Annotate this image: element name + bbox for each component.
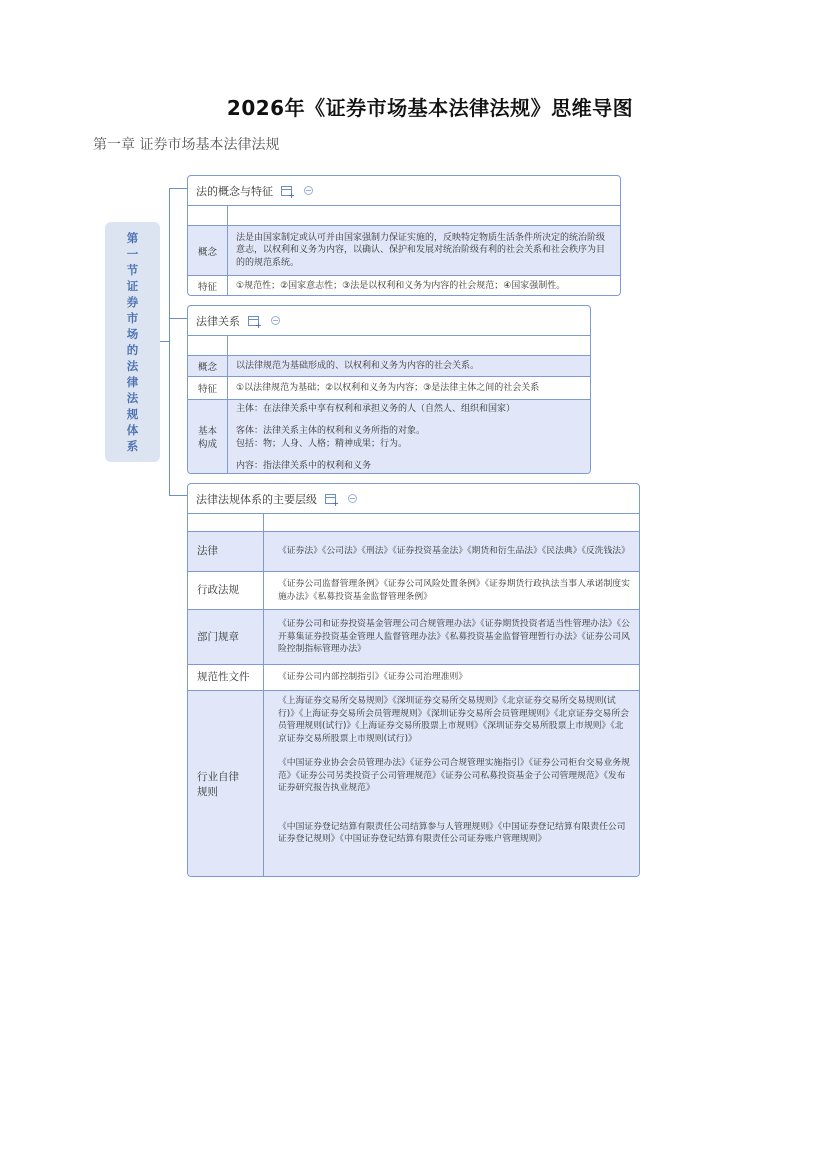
table-row: [188, 532, 639, 572]
row-label: [188, 336, 228, 355]
table-row: [188, 572, 639, 610]
collapse-icon[interactable]: [304, 186, 313, 195]
table-row: [188, 336, 590, 356]
row-value: 《证券公司内部控制指引》《证券公司治理准则》: [278, 672, 468, 683]
composition-subject: 主体：在法律关系中享有权利和承担义务的人（自然人、组织和国家）: [236, 404, 516, 414]
row-value: [228, 336, 590, 355]
root-char: 系: [126, 439, 139, 453]
collapse-icon[interactable]: [271, 316, 280, 325]
table-row: [188, 276, 620, 296]
branch-title: 法律关系: [196, 314, 240, 328]
row-value: ①规范性；②国家意志性；③法是以权利和义务为内容的社会规范；④国家强制性。: [236, 280, 566, 291]
row-label: 特征: [188, 377, 228, 399]
composition-object: 客体：法律关系主体的权利和义务所指的对象。: [236, 426, 426, 436]
self-regulation-association: 《中国证券业协会会员管理办法》《证券公司合规管理实施指引》《证券公司柜台交易业务规范》《证券公司另类投资子公司管理规范》《证券公司私募投资基金子公司管理规范》《发布证券研究报告执业规范》: [278, 758, 630, 793]
self-regulation-csdc: 《中国证券登记结算有限责任公司结算参与人管理规则》《中国证券登记结算有限责任公司证券登记规则》《中国证券登记结算有限责任公司证券账户管理规则》: [278, 821, 626, 844]
row-label: [188, 514, 264, 531]
row-label: [188, 400, 228, 474]
branch-card-legal-relation: [187, 305, 591, 474]
branch-card-law-concept: [187, 175, 621, 296]
branch-header[interactable]: [188, 306, 590, 336]
composition-includes: 包括：物；人身、人格；精神成果；行为。: [236, 438, 408, 449]
table-row: [188, 377, 590, 400]
branch-title: 法的概念与特征: [196, 184, 273, 198]
connector-branch-1: [169, 188, 187, 189]
root-char: 律: [126, 375, 139, 389]
connector-root: [160, 341, 169, 342]
row-label: [188, 206, 228, 225]
branch-title: 法律法规体系的主要层级: [196, 492, 317, 506]
row-value: 法是由国家制定或认可并由国家强制力保证实施的，反映特定物质生活条件所决定的统治阶级意志，以权利和义务为内容，以确认、保护和发展对统治阶级有利的社会关系和社会秩序为目的的规范系统。: [236, 232, 606, 268]
row-value: [228, 400, 590, 474]
add-table-icon[interactable]: [248, 316, 259, 326]
add-table-icon[interactable]: [281, 186, 292, 196]
table-row: [188, 610, 639, 665]
row-label-text: 行业自律规则: [197, 770, 239, 798]
root-char: 法: [126, 359, 139, 373]
row-value: 《证券公司和证券投资基金管理公司合规管理办法》《证券期货投资者适当性管理办法》《公开募集证券投资基金管理人监督管理办法》《私募投资基金监督管理暂行办法》《证券公司风险控制指标管理办法》: [278, 619, 630, 655]
root-char: 场: [126, 327, 139, 341]
root-char: 市: [126, 311, 139, 325]
chapter-heading: 第一章 证券市场基本法律法规: [93, 137, 280, 153]
row-value: 以法律规范为基础形成的、以权利和义务为内容的社会关系。: [236, 360, 480, 371]
row-value: [264, 691, 639, 877]
row-value: 《证券法》《公司法》《刑法》《证券投资基金法》《期货和衍生品法》《民法典》《反洗钱法》: [278, 546, 630, 557]
self-regulation-exchanges: 《上海证券交易所交易规则》《深圳证券交易所交易规则》《北京证券交易所交易规则(试行)》《上海证券交易所会员管理规则》《深圳证券交易所会员管理规则》《北京证券交易所会员管理规则(试行)》《上海证券交易所股票上市规则》《深圳证券交易所股票上市规则》《北京证券交易所股票上市规则(试行)》: [278, 696, 629, 744]
row-label: 概念: [188, 356, 228, 376]
root-char: 体: [126, 423, 139, 437]
row-value: [264, 514, 639, 531]
row-label: 行政法规: [188, 572, 264, 609]
connector-trunk: [169, 188, 170, 496]
table-row: [188, 206, 620, 226]
row-value: ①以法律规范为基础；②以权利和义务为内容；③是法律主体之间的社会关系: [236, 382, 540, 393]
document-title: 2026年《证券市场基本法律法规》思维导图: [226, 96, 634, 120]
table-row: [188, 665, 639, 691]
branch-header[interactable]: [188, 176, 620, 206]
table-row: [188, 356, 590, 377]
root-char: 规: [126, 407, 139, 421]
row-value: 《证券公司监督管理条例》《证券公司风险处置条例》《证券期货行政执法当事人承诺制度实施办法》《私募投资基金监督管理条例》: [278, 579, 630, 602]
root-node[interactable]: [105, 222, 160, 462]
row-label: 概念: [188, 226, 228, 275]
row-label: 法律: [188, 532, 264, 571]
connector-branch-2: [169, 318, 187, 319]
composition-content: 内容：指法律关系中的权利和义务: [236, 460, 372, 471]
table-row: [188, 514, 639, 532]
row-label-text: 基本构成: [197, 425, 217, 450]
row-label: 特征: [188, 276, 228, 296]
row-label: [188, 691, 264, 877]
row-label: 规范性文件: [188, 665, 264, 690]
branch-card-regulation-hierarchy: [187, 483, 640, 877]
root-char: 证: [126, 279, 139, 293]
branch-header[interactable]: [188, 484, 639, 514]
root-char: 券: [126, 295, 139, 309]
add-table-icon[interactable]: [325, 494, 336, 504]
row-label: 部门规章: [188, 610, 264, 664]
root-char: 节: [126, 263, 139, 277]
collapse-icon[interactable]: [348, 494, 357, 503]
table-row: [188, 691, 639, 877]
table-row: [188, 226, 620, 276]
root-char: 的: [126, 343, 139, 357]
root-char: 法: [126, 391, 139, 405]
table-row: [188, 400, 590, 474]
row-value: [228, 206, 620, 225]
root-char: 一: [126, 247, 139, 261]
connector-branch-3: [169, 495, 187, 496]
root-char: 第: [126, 231, 139, 245]
